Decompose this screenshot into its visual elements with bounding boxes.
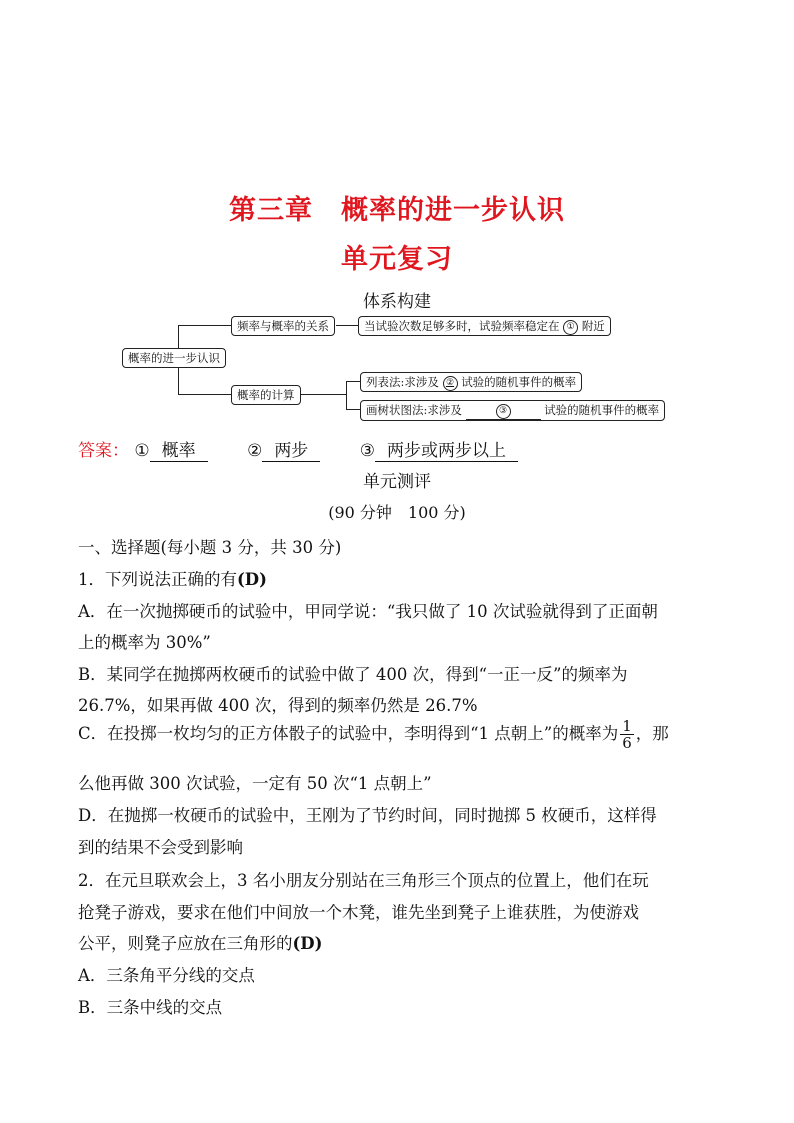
connector-line <box>346 381 347 409</box>
question-2-answer: (D) <box>292 934 323 953</box>
question-1-option-c-cont: 么他再做 300 次试验，一定有 50 次“1 点朝上” <box>78 774 432 793</box>
connector-line <box>178 325 231 326</box>
question-2-stem: 2．在元旦联欢会上，3 名小朋友分别站在三角形三个顶点的位置上，他们在玩 <box>78 871 649 890</box>
section-heading-test: 单元测评 <box>363 472 431 492</box>
connector-line <box>301 394 346 395</box>
connector-line <box>346 409 360 410</box>
fraction-one-sixth: $\frac{1}{6}$ <box>622 717 632 752</box>
question-1-option-d: D．在抛掷一枚硬币的试验中，王刚为了节约时间，同时抛掷 5 枚硬币，这样得 <box>78 806 657 825</box>
mindmap-branch-calculation: 概率的计算 <box>231 385 301 405</box>
blank-marker-1: ① <box>563 320 578 335</box>
mindmap-leaf-table-method: 列表法:求涉及 ② 试验的随机事件的概率 <box>360 372 582 392</box>
connector-line <box>178 367 179 394</box>
chapter-title: 第三章 概率的进一步认识 <box>229 195 565 226</box>
connector-line <box>178 394 231 395</box>
answer-1: 概率 <box>150 436 208 462</box>
question-1-option-a: A．在一次抛掷硬币的试验中，甲同学说：“我只做了 10 次试验就得到了正面朝 <box>78 602 658 621</box>
connector-line <box>178 325 179 348</box>
connector-line <box>346 381 360 382</box>
answer-2: 两步 <box>262 436 320 462</box>
answer-3: 两步或两步以上 <box>375 436 518 462</box>
question-1-option-b: B．某同学在抛掷两枚硬币的试验中做了 400 次，得到“一正一反”的频率为 <box>78 665 628 684</box>
question-2-stem-cont: 抢凳子游戏，要求在他们中间放一个木凳，谁先坐到凳子上谁获胜，为使游戏 <box>78 903 639 922</box>
part-heading: 一、选择题(每小题 3 分，共 30 分) <box>78 538 342 557</box>
question-1-answer: (D) <box>237 570 267 589</box>
mindmap-leaf-frequency: 当试验次数足够多时，试验频率稳定在 ① 附近 <box>358 316 611 336</box>
question-1-option-a-cont: 上的概率为 30%” <box>78 633 211 652</box>
mindmap-root: 概率的进一步认识 <box>122 348 226 368</box>
connector-line <box>336 325 358 326</box>
blank-marker-2: ② <box>443 376 458 391</box>
mindmap-leaf-tree-method: 画树状图法:求涉及 ③ 试验的随机事件的概率 <box>360 400 665 421</box>
time-score: (90 分钟 100 分) <box>328 503 466 522</box>
mindmap-branch-frequency: 频率与概率的关系 <box>231 316 335 336</box>
section-heading-build: 体系构建 <box>363 292 431 312</box>
question-2-stem-end: 公平，则凳子应放在三角形的(D) <box>78 934 323 953</box>
chapter-subtitle: 单元复习 <box>341 244 453 275</box>
question-2-option-a: A．三条角平分线的交点 <box>78 966 255 985</box>
question-2-option-b: B．三条中线的交点 <box>78 998 223 1017</box>
answer-line: 答案： ① 概率 ② 两步 ③ 两步或两步以上 <box>78 436 518 462</box>
question-1-option-b-cont: 26.7%，如果再做 400 次，得到的频率仍然是 26.7% <box>78 696 478 715</box>
question-1-stem: 1．下列说法正确的有(D) <box>78 570 267 589</box>
blank-marker-3: ③ <box>496 404 511 419</box>
question-1-option-d-cont: 到的结果不会受到影响 <box>78 838 243 857</box>
question-1-option-c: C．在投掷一枚均匀的正方体骰子的试验中，李明得到“1 点朝上”的概率为 $\frac{1}{6}$ ，那 <box>78 717 669 752</box>
answer-label: 答案： <box>78 441 129 461</box>
